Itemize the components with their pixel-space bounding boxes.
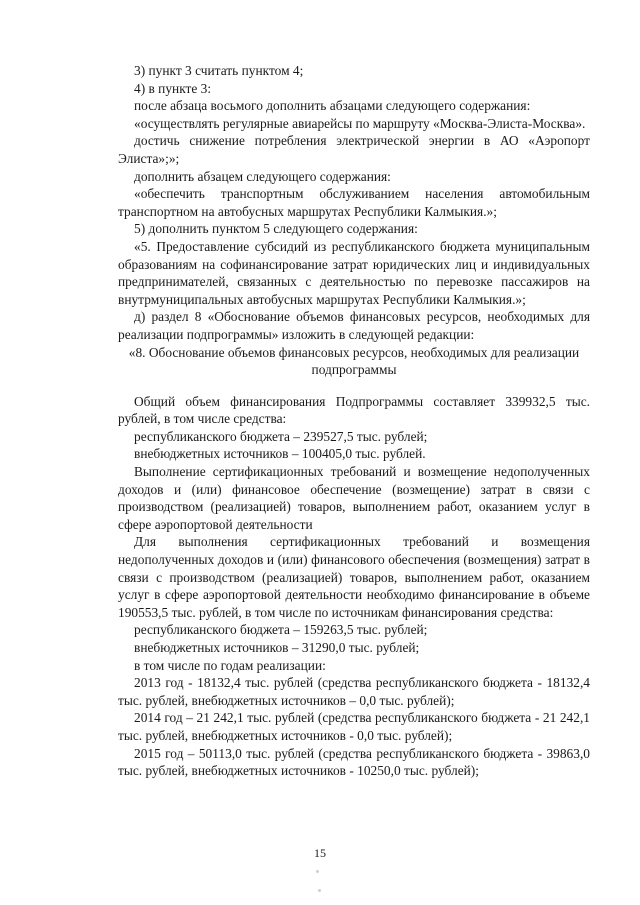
paragraph-republican-budget-2: республиканского бюджета – 159263,5 тыс. рублей; xyxy=(134,622,428,638)
paragraph-certification-financing: Для выполнения сертификационных требований и возмещения недополученных доходов и (или) финансового обеспечения (возмещения) затрат в связи с производством (реализацией) товаров, выполнением работ, оказанием услуг в сфере аэропортовой деятельности необходимо финансирование в объеме 190553,5 тыс. рублей, в том числе по источникам финансирования средства: xyxy=(118,534,590,620)
scan-speck xyxy=(318,889,321,892)
paragraph-year-2014: 2014 год – 21 242,1 тыс. рублей (средства республиканского бюджета - 21 242,1 тыс. рублей, внебюджетных источников - 0,0 тыс. рублей); xyxy=(118,710,590,743)
paragraph-energy: достичь снижение потребления электрической энергии в АО «Аэропорт Элиста»;»; xyxy=(118,133,590,166)
paragraph-total-financing: Общий объем финансирования Подпрограммы составляет 339932,5 тыс. рублей, в том числе средства: xyxy=(118,393,590,427)
paragraph-transport: «обеспечить транспортным обслуживанием населения автомобильным транспортном на автобусных маршрутах Республики Калмыкия.»; xyxy=(118,186,590,219)
paragraph-certification: Выполнение сертификационных требований и возмещение недополученных доходов и (или) финансовое обеспечение (возмещение) затрат в связи с производством (реализацией) товаров, выполнением работ, оказанием услуг в сфере аэропортовой деятельности xyxy=(118,464,590,532)
spacer xyxy=(118,379,590,393)
scan-speck xyxy=(316,870,319,873)
paragraph-after-eighth: после абзаца восьмого дополнить абзацами следующего содержания: xyxy=(134,98,531,114)
paragraph-extra-budget-2: внебюджетных источников – 31290,0 тыс. рублей; xyxy=(134,640,420,655)
document-page xyxy=(118,62,590,780)
section-title: «8. Обоснование объемов финансовых ресурсов, необходимых для реализации подпрограммы xyxy=(128,344,580,378)
paragraph-item-3: 3) пункт 3 считать пунктом 4; xyxy=(134,63,304,78)
paragraph-section-8: д) раздел 8 «Обоснование объемов финансовых ресурсов, необходимых для реализации подпрограммы» изложить в следующей редакции: xyxy=(118,309,590,342)
paragraph-year-2013: 2013 год - 18132,4 тыс. рублей (средства республиканского бюджета - 18132,4 тыс. рублей, внебюджетных источников – 0,0 тыс. рублей); xyxy=(118,675,590,708)
paragraph-by-years: в том числе по годам реализации: xyxy=(134,657,326,673)
paragraph-subsidies: «5. Предоставление субсидий из республиканского бюджета муниципальным образованиям на софинансирование затрат юридических лиц и индивидуальных предпринимателей, связанных с деятельностью по перевозке пассажиров на внутрмуниципальных автобусных маршрутах Республики Калмыкия.»; xyxy=(118,238,590,307)
paragraph-year-2015: 2015 год – 50113,0 тыс. рублей (средства республиканского бюджета - 39863,0 тыс. рублей, внебюджетных источников - 10250,0 тыс. рублей); xyxy=(118,745,590,779)
paragraph-item-5-add: 5) дополнить пунктом 5 следующего содержания: xyxy=(134,221,418,237)
paragraph-republican-budget: республиканского бюджета – 239527,5 тыс. рублей; xyxy=(134,428,428,444)
paragraph-add-abzac: дополнить абзацем следующего содержания: xyxy=(134,168,391,184)
paragraph-item-4: 4) в пункте 3: xyxy=(134,80,212,96)
page-number: 15 xyxy=(314,846,326,860)
paragraph-extra-budget: внебюджетных источников – 100405,0 тыс. рублей. xyxy=(134,446,426,462)
paragraph-flights: «осуществлять регулярные авиарейсы по маршруту «Москва-Элиста-Москва». xyxy=(134,115,586,131)
